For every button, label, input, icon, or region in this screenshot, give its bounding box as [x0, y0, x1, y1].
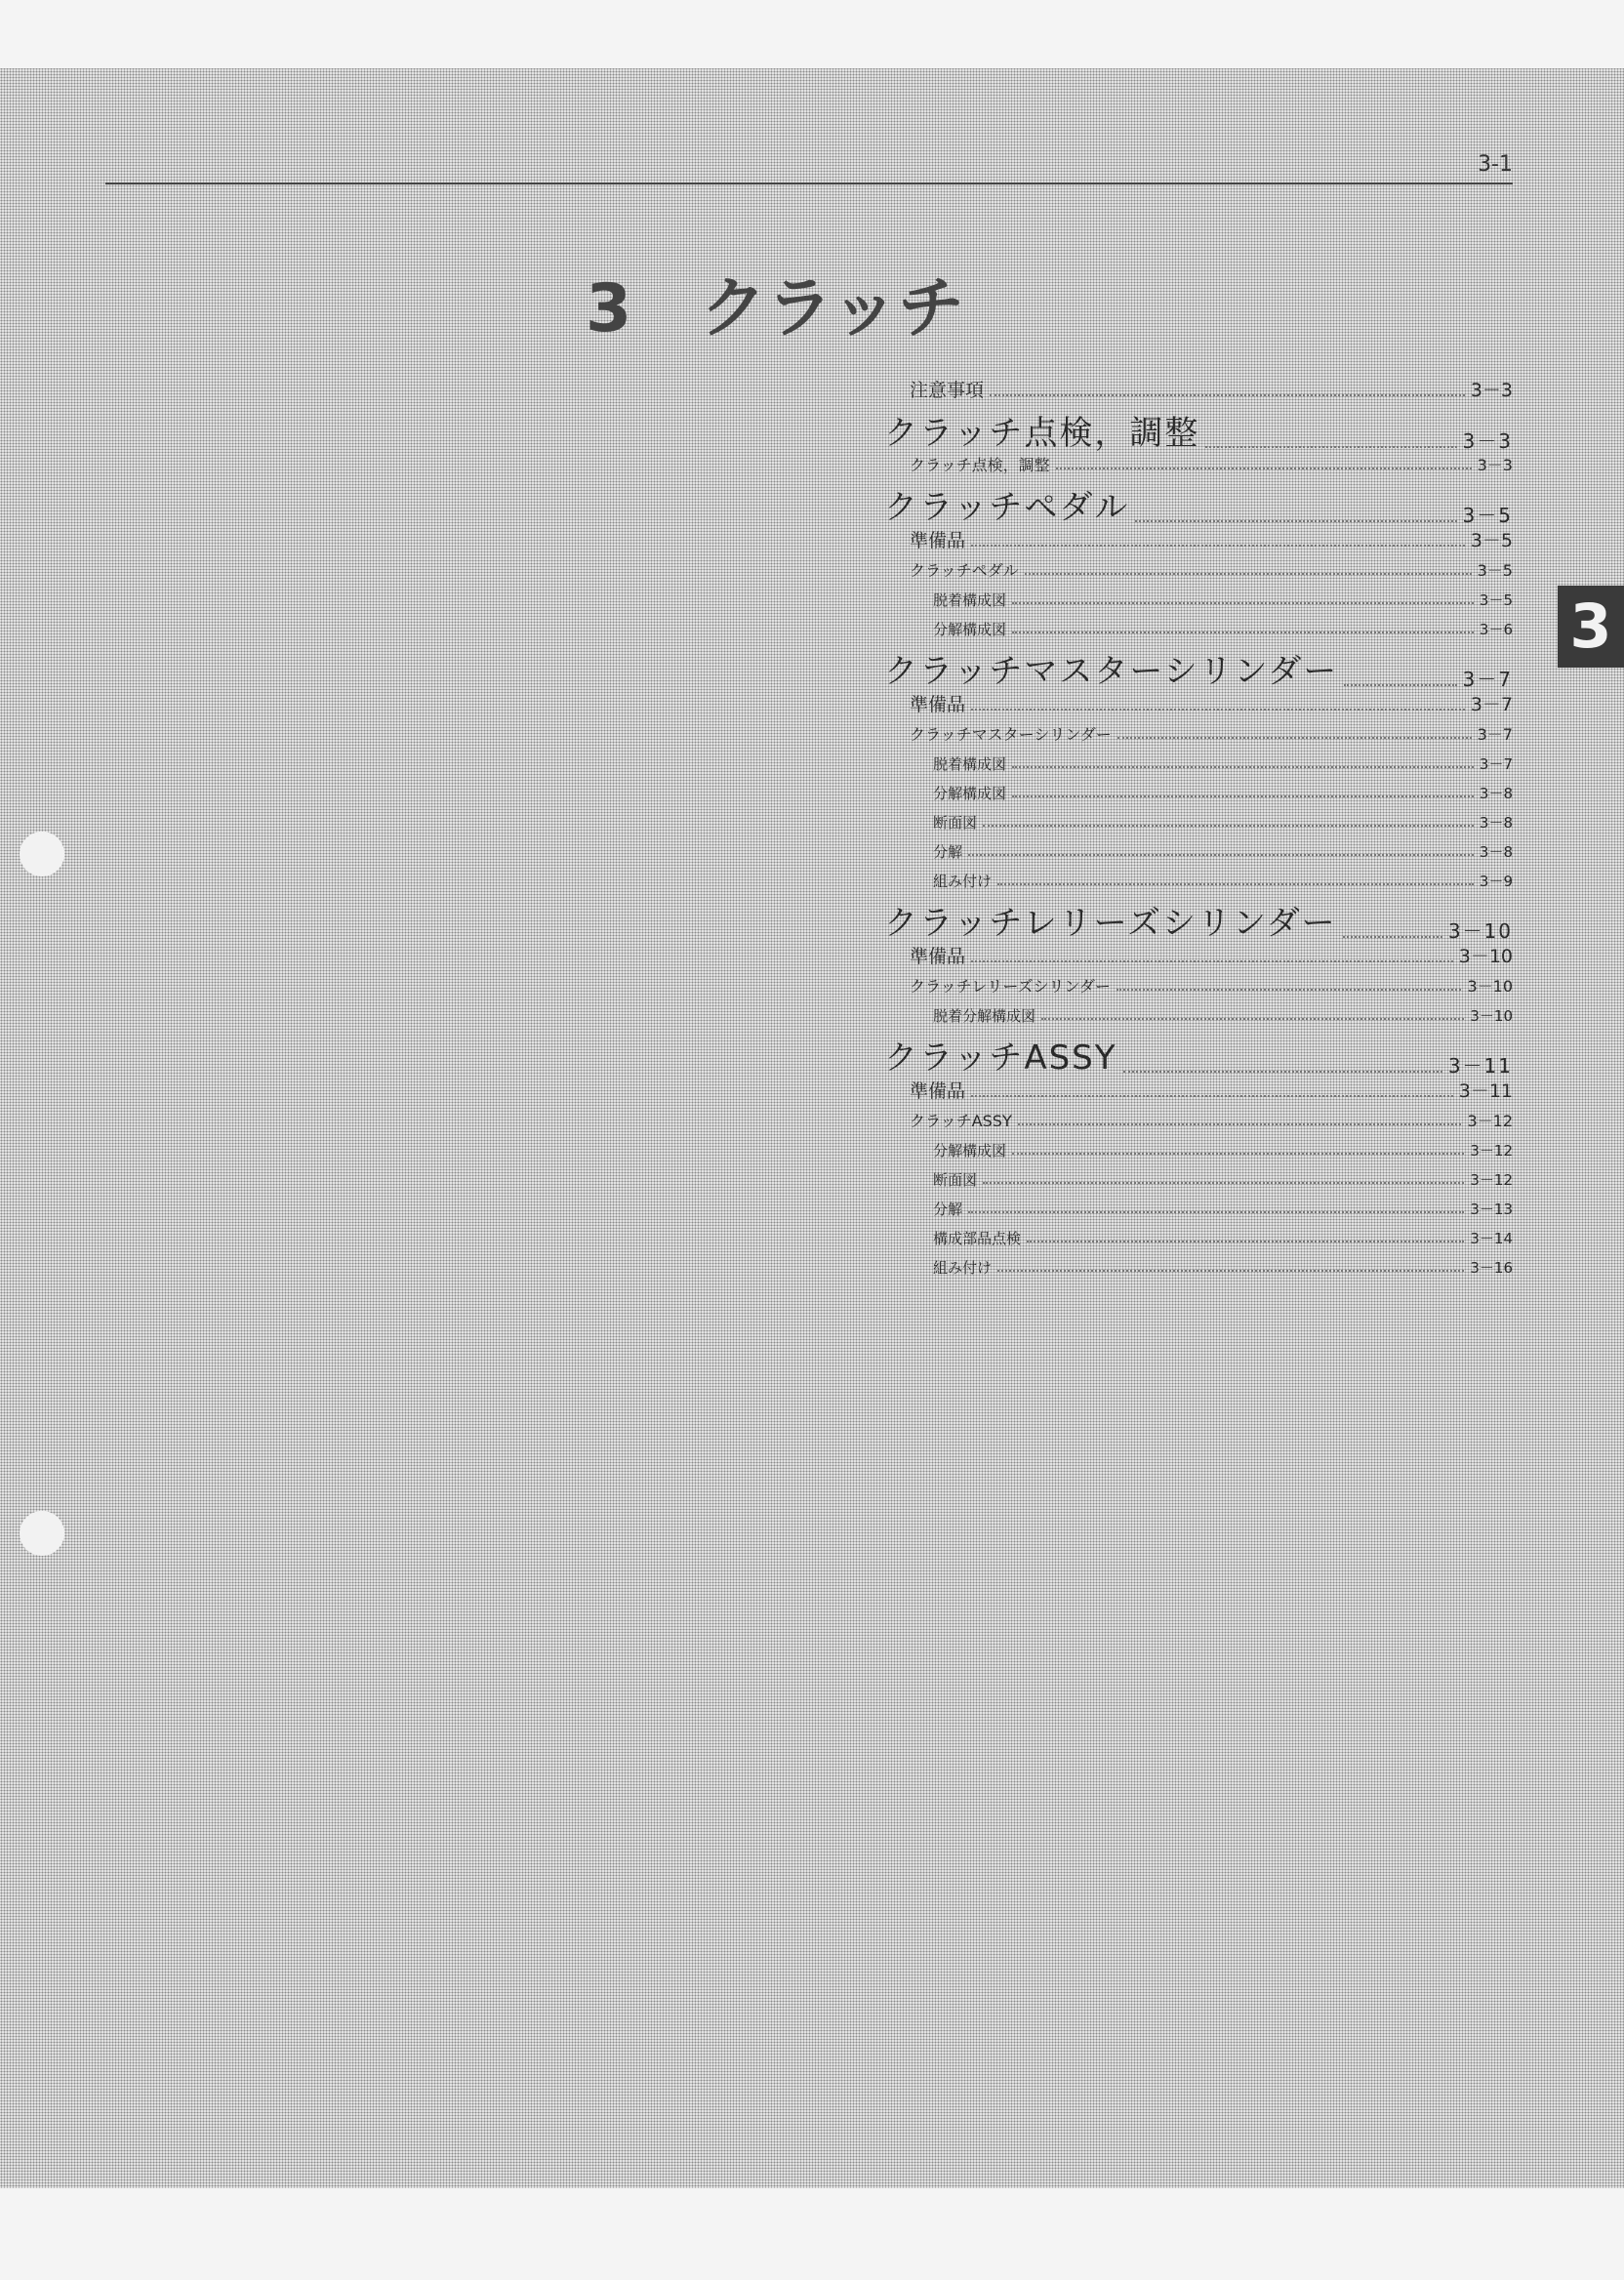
toc-entry [933, 997, 1513, 1026]
toc-entry-label: クラッチペダル [884, 488, 1130, 527]
toc-entry-page: 3－12 [1470, 1142, 1513, 1160]
toc-entry-page: 3－6 [1479, 621, 1513, 638]
toc-entry [910, 1072, 1513, 1103]
toc-entry-page: 3－10 [1458, 946, 1513, 967]
toc-entry-label: クラッチレリーズシリンダー [910, 977, 1111, 996]
toc-entry-label: 脱着構成図 [933, 755, 1007, 773]
toc-dot-leader [1012, 1153, 1464, 1155]
toc-entry-page: 3－8 [1479, 843, 1513, 861]
toc-entry-label: クラッチペダル [910, 561, 1019, 580]
toc-entry-label: 分解 [933, 843, 963, 861]
toc-dot-leader [971, 709, 1465, 711]
toc-entry [910, 937, 1513, 968]
toc-entry-label: 分解構成図 [933, 621, 1007, 638]
toc-entry [933, 610, 1513, 639]
binder-hole-upper [20, 832, 64, 876]
toc-entry-page: 3－3 [1477, 456, 1513, 474]
toc-entry-label: 断面図 [933, 814, 978, 832]
toc-entry-label: クラッチ点検，調整 [910, 456, 1050, 474]
toc-dot-leader [1117, 737, 1472, 739]
toc-dot-leader [990, 394, 1465, 396]
toc-entry [910, 521, 1513, 552]
toc-dot-leader [971, 545, 1465, 547]
toc-entry-page: 3－7 [1477, 725, 1513, 744]
toc-dot-leader [1018, 1123, 1462, 1125]
toc-entry-label: 断面図 [933, 1171, 978, 1189]
toc-entry [933, 1248, 1513, 1278]
toc-dot-leader [1056, 468, 1472, 469]
toc-entry [933, 1219, 1513, 1248]
toc-dot-leader [971, 960, 1453, 962]
toc-entry-label: クラッチASSY [884, 1038, 1117, 1078]
toc-entry-page: 3－10 [1470, 1007, 1513, 1025]
toc-entry-label: クラッチマスターシリンダー [910, 725, 1112, 744]
binder-hole-lower [20, 1511, 64, 1556]
toc-entry-page: 3－8 [1479, 785, 1513, 802]
toc-entry-label: 注意事項 [910, 380, 985, 401]
toc-entry-page: 3－14 [1470, 1230, 1513, 1247]
toc-entry [933, 774, 1513, 803]
toc-entry-page: 3－10 [1467, 977, 1513, 996]
toc-entry [933, 745, 1513, 774]
toc-entry-page: 3－13 [1470, 1201, 1513, 1218]
toc-entry-page: 3－5 [1470, 530, 1513, 551]
toc-dot-leader [983, 1182, 1464, 1184]
toc-entry [910, 967, 1513, 997]
toc-entry [910, 1102, 1513, 1131]
toc-entry [933, 1190, 1513, 1219]
toc-dot-leader [983, 825, 1474, 827]
toc-entry-page: 3－12 [1467, 1112, 1513, 1130]
toc-entry-page: 3－16 [1470, 1259, 1513, 1277]
toc-entry [933, 581, 1513, 610]
toc-entry [933, 833, 1513, 862]
toc-entry-page: 3－5 [1477, 561, 1513, 580]
toc-entry-page: 3－7 [1479, 755, 1513, 773]
chapter-side-tab: 3 [1558, 586, 1624, 668]
toc-entry-page: 3－5 [1462, 504, 1513, 527]
toc-entry-page: 3－7 [1470, 694, 1513, 715]
toc-entry-page: 3－7 [1462, 668, 1513, 691]
page-number: 3-1 [1478, 152, 1513, 177]
toc-dot-leader [1116, 989, 1462, 991]
toc-entry [933, 1160, 1513, 1190]
toc-entry-page: 3－11 [1447, 1054, 1513, 1078]
toc-entry-label: 準備品 [910, 530, 966, 551]
toc-entry-label: 分解 [933, 1201, 963, 1218]
toc-entry-label: クラッチマスターシリンダー [884, 652, 1339, 691]
toc-entry-page: 3－3 [1470, 380, 1513, 401]
toc-entry-label: 準備品 [910, 1080, 966, 1102]
toc-entry [933, 862, 1513, 891]
toc-entry-page: 3－3 [1462, 429, 1513, 453]
toc-entry [910, 685, 1513, 716]
toc-dot-leader [997, 883, 1474, 885]
toc-entry-label: クラッチASSY [910, 1112, 1012, 1130]
toc-dot-leader [1012, 795, 1474, 797]
toc-entry-page: 3－8 [1479, 814, 1513, 832]
toc-entry-label: クラッチレリーズシリンダー [884, 904, 1337, 943]
toc-entry-label: 準備品 [910, 694, 966, 715]
toc-entry [910, 551, 1513, 581]
toc-entry [933, 1131, 1513, 1160]
toc-entry-label: 分解構成図 [933, 785, 1007, 802]
toc-dot-leader [1012, 602, 1474, 604]
toc-entry [933, 803, 1513, 833]
toc-entry-label: 準備品 [910, 946, 966, 967]
toc-entry-label: 脱着構成図 [933, 591, 1007, 609]
toc-entry-page: 3－12 [1470, 1171, 1513, 1189]
toc-entry-page: 3－11 [1458, 1080, 1513, 1102]
toc-entry-label: 脱着分解構成図 [933, 1007, 1036, 1025]
toc-entry-label: 組み付け [933, 873, 993, 890]
toc-entry [910, 715, 1513, 745]
toc-dot-leader [968, 1211, 1464, 1213]
toc-dot-leader [1027, 1241, 1464, 1242]
toc-entry-label: 組み付け [933, 1259, 993, 1277]
toc-dot-leader [971, 1095, 1453, 1097]
toc-entry [910, 371, 1513, 402]
toc-dot-leader [1025, 573, 1472, 575]
chapter-name: クラッチ [700, 270, 964, 347]
toc-entry [910, 446, 1513, 475]
toc-dot-leader [1012, 631, 1474, 633]
toc-entry-label: 構成部品点検 [933, 1230, 1022, 1247]
toc-entry-page: 3－10 [1447, 919, 1513, 943]
toc-entry-page: 3－9 [1479, 873, 1513, 890]
toc-entry-label: クラッチ点検，調整 [884, 414, 1200, 453]
toc-dot-leader [1012, 766, 1474, 768]
chapter-number: 3 [586, 270, 632, 347]
toc-entry-page: 3－5 [1479, 591, 1513, 609]
toc-dot-leader [968, 854, 1474, 856]
toc-dot-leader [997, 1270, 1464, 1272]
toc-dot-leader [1041, 1018, 1464, 1020]
toc-entry-label: 分解構成図 [933, 1142, 1007, 1160]
